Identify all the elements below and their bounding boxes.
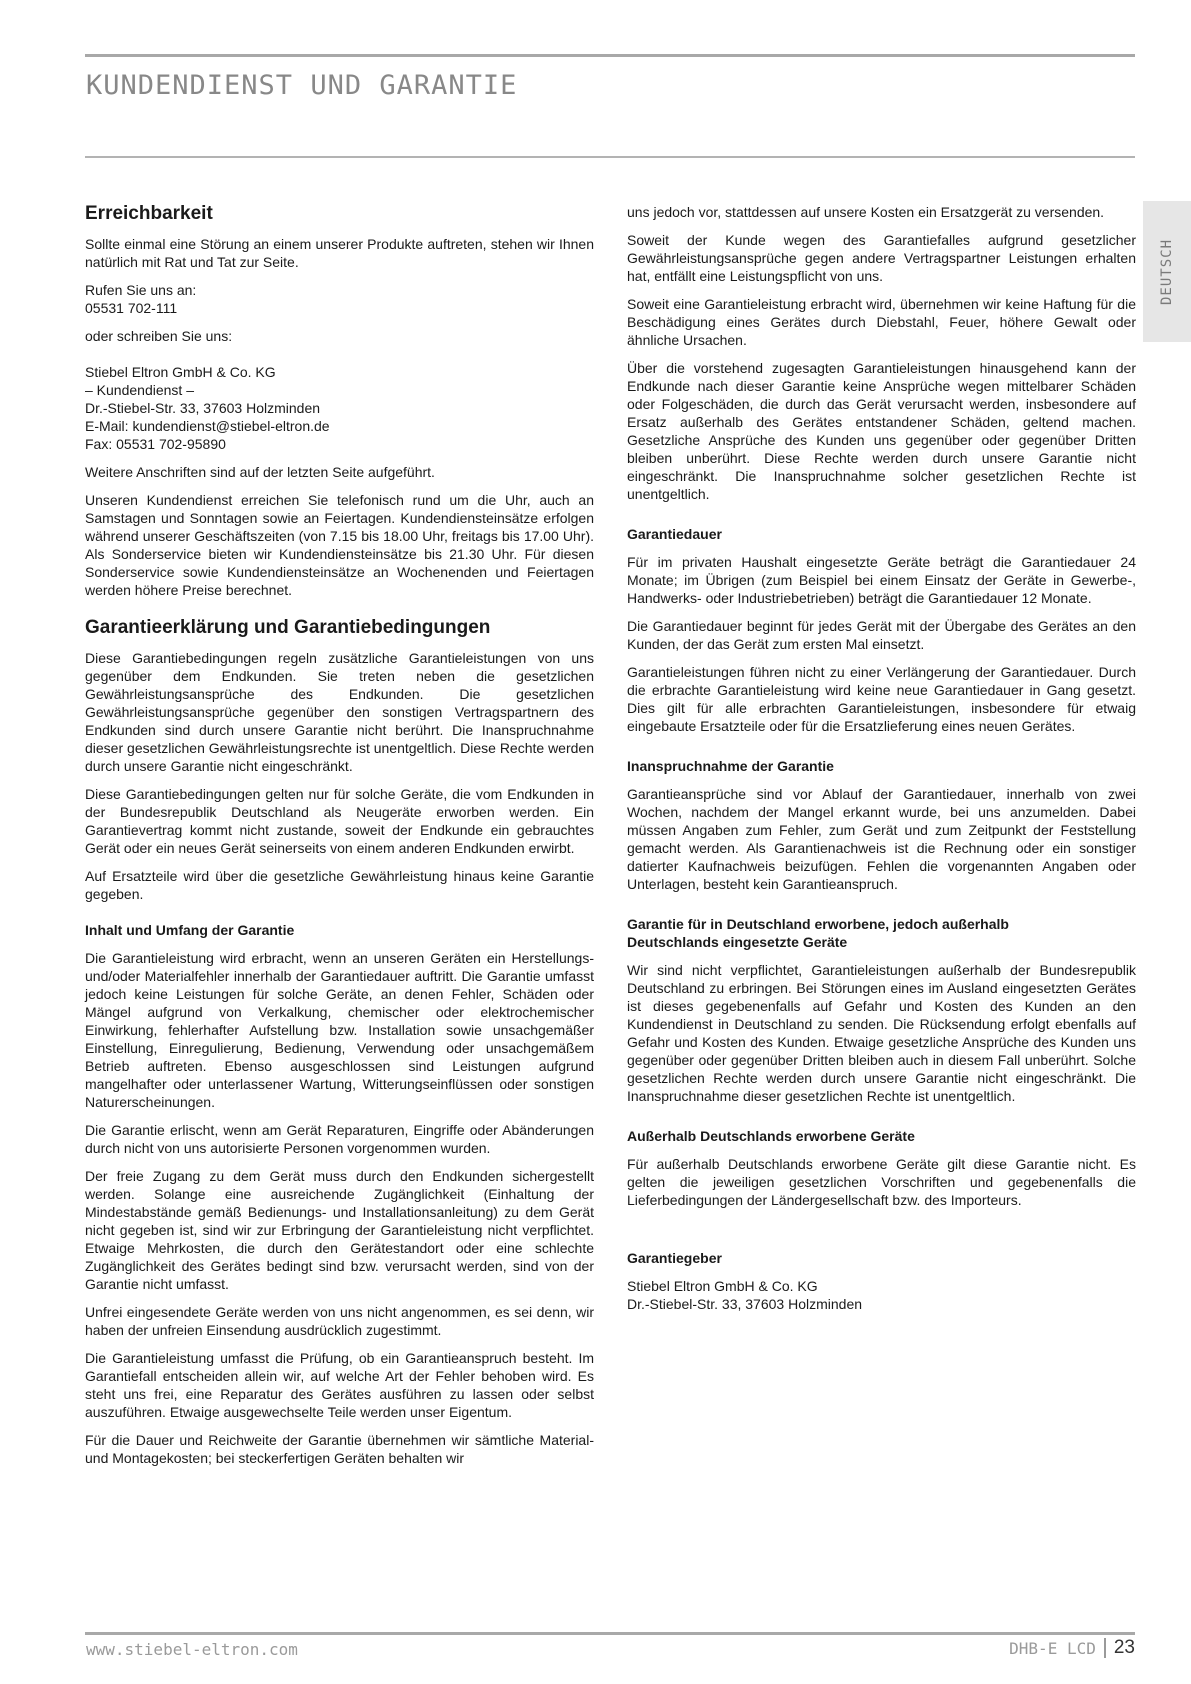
footer-divider (1104, 1638, 1106, 1658)
paragraph: Garantieansprüche sind vor Ablauf der Garantiedauer, innerhalb von zwei Wochen, nachdem der Mangel erkannt wurde, bei uns anzumelden. Dabei müssen Angaben zum Fehler, zum Gerät und zum Zeitpunkt der Feststellung gemacht werden. Als Garantienachweis ist die Rechnung oder ein sonstiger datierter Kaufnachweis beizufügen. Fehlen die vorgenannten Angaben oder Unterlagen, besteht kein Garantieanspruch. (627, 786, 1136, 892)
top-rule (85, 54, 1135, 57)
fax-line: Fax: 05531 702-95890 (85, 436, 226, 452)
address-line: Dr.-Stiebel-Str. 33, 37603 Holzminden (627, 1296, 863, 1312)
email-line: E-Mail: kundendienst@stiebel-eltron.de (85, 418, 330, 434)
paragraph: Die Garantiedauer beginnt für jedes Gerät mit der Übergabe des Gerätes an den Kunden, der das Gerät zum ersten Mal einsetzt. (627, 618, 1136, 652)
heading-ausserhalb: Außerhalb Deutschlands erworbene Geräte (627, 1128, 915, 1144)
right-column (627, 203, 1136, 1323)
paragraph: Auf Ersatzteile wird über die gesetzliche Gewährleistung hinaus keine Garantie gegeben. (85, 868, 594, 902)
paragraph: Weitere Anschriften sind auf der letzten Seite aufgeführt. (85, 464, 435, 480)
heading-garantiegeber: Garantiegeber (627, 1250, 722, 1266)
paragraph: Über die vorstehend zugesagten Garantieleistungen hinausgehend kann der Endkunde nach dieser Garantie keine Ansprüche wegen mittelbarer Schäden oder Folgeschäden, die durch das Gerät verursacht werden, insbesondere auf Ersatz außerhalb des Gerätes entstandener Schäden, geltend machen. Gesetzliche Ansprüche des Kunden uns gegenüber oder gegenüber Dritten bleiben unberührt. Diese Rechte werden durch unsere Garantie nicht eingeschränkt. Die Inanspruchnahme solcher gesetzlichen Rechte ist unentgeltlich. (627, 360, 1136, 502)
paragraph: Sollte einmal eine Störung an einem unserer Produkte auftreten, stehen wir Ihnen natürlich mit Rat und Tat zur Seite. (85, 236, 594, 270)
address-line: – Kundendienst – (85, 382, 194, 398)
paragraph: Wir sind nicht verpflichtet, Garantieleistungen außerhalb der Bundesrepublik Deutschland zu erbringen. Bei Störungen eines im Ausland eingesetzten Gerätes ist dieses gegebenenfalls auf Gefahr und Kosten des Kunden an den Kundendienst in Deutschland zu senden. Die Rücksendung erfolgt ebenfalls auf Gefahr und Kosten des Kunden. Etwaige gesetzliche Ansprüche des Kunden uns gegenüber oder gegenüber Dritten bleiben auch in diesem Fall unberührt. Solche gesetzlichen Rechte werden durch unsere Garantie nicht eingeschränkt. Die Inanspruchnahme dieser gesetzlichen Rechte ist unentgeltlich. (627, 962, 1136, 1104)
paragraph: Für außerhalb Deutschlands erworbene Geräte gilt diese Garantie nicht. Es gelten die jeweiligen gesetzlichen Vorschriften und gegebenenfalls die Lieferbedingungen der Ländergesellschaft bzw. des Importeurs. (627, 1156, 1136, 1208)
paragraph: Diese Garantiebedingungen gelten nur für solche Geräte, die vom Endkunden in der Bundesrepublik Deutschland als Neugeräte erworben werden. Ein Garantievertrag kommt nicht zustande, soweit der Endkunde ein gebrauchtes Gerät oder ein neues Gerät seinerseits von einem anderen Endkunden erwirbt. (85, 786, 594, 856)
paragraph: Unfrei eingesendete Geräte werden von uns nicht angenommen, es sei denn, wir haben der unfreien Einsendung ausdrücklich zugestimmt. (85, 1304, 594, 1338)
call-label: Rufen Sie uns an: (85, 282, 197, 298)
title-rule (85, 156, 1135, 158)
heading-inhalt-umfang: Inhalt und Umfang der Garantie (85, 922, 295, 938)
model-name: DHB-E LCD (1009, 1638, 1096, 1658)
paragraph: Unseren Kundendienst erreichen Sie telefonisch rund um die Uhr, auch an Samstagen und Sonntagen sowie an Feiertagen. Kundendiensteinsätze erfolgen während unserer Geschäftszeiten (von 7.15 bis 18.00 Uhr, freitags bis 17.00 Uhr). Als Sonderservice bieten wir Kundendiensteinsätze bis 21.30 Uhr. Für diesen Sonderservice sowie Kundendiensteinsätze an Wochenenden und Feiertagen werden höhere Preise berechnet. (85, 492, 594, 598)
heading-erreichbarkeit: Erreichbarkeit (85, 203, 213, 224)
page-title: KUNDENDIENST UND GARANTIE (86, 70, 518, 101)
paragraph: Der freie Zugang zu dem Gerät muss durch den Endkunden sichergestellt werden. Solange eine ausreichende Zugänglichkeit (Einhaltung der Mindestabstände gemäß Bedienungs- und Installationsanleitung) zu dem Gerät nicht gegeben ist, sind wir zur Erbringung der Garantieleistung nicht verpflichtet. Etwaige Mehrkosten, die durch den Gerätestandort oder eine schlechte Zugänglichkeit des Gerätes bedingt sind bzw. verursacht werden, sind von der Garantie nicht umfasst. (85, 1168, 594, 1292)
address-line: Stiebel Eltron GmbH & Co. KG (627, 1278, 818, 1294)
phone-number: 05531 702-111 (85, 300, 178, 316)
heading-ausland-line2: Deutschlands eingesetzte Geräte (627, 934, 848, 950)
language-tab-label: DEUTSCH (1159, 238, 1175, 305)
page-number: 23 (1113, 1637, 1135, 1658)
heading-garantieerklaerung: Garantieerklärung und Garantiebedingungen (85, 617, 491, 638)
paragraph: Diese Garantiebedingungen regeln zusätzliche Garantieleistungen von uns gegenüber dem Endkunden. Sie treten neben die gesetzlichen Gewährleistungsansprüche des Endkunden. Die gesetzlichen Gewährleistungsansprüche gegenüber den sonstigen Vertragspartnern des Endkunden sind durch unsere Garantie nicht berührt. Die Inanspruchnahme dieser gesetzlichen Gewährleistungsrechte ist unentgeltlich. Diese Rechte werden durch unsere Garantie nicht eingeschränkt. (85, 650, 594, 774)
left-column (85, 203, 594, 1477)
address-line: Stiebel Eltron GmbH & Co. KG (85, 364, 276, 380)
language-tab (1143, 201, 1191, 342)
paragraph: Die Garantieleistung wird erbracht, wenn an unseren Geräten ein Herstellungs- und/oder Materialfehler innerhalb der Garantiedauer auftritt. Die Garantie umfasst jedoch keine Leistungen für solche Geräte, an denen Fehler, Schäden oder Mängel aufgrund von Verkalkung, chemischer oder elektrochemischer Einwirkung, fehlerhafter Aufstellung bzw. Installation sowie unsachgemäßer Einstellung, Einregulierung, Bedienung, Verwendung oder unsachgemäßem Betrieb auftreten. Ebenso ausgeschlossen sind Leistungen aufgrund mangelhafter oder unterlassener Wartung, Witterungseinflüssen oder sonstigen Naturerscheinungen. (85, 950, 594, 1110)
paragraph: Die Garantie erlischt, wenn am Gerät Reparaturen, Eingriffe oder Abänderungen durch nicht von uns autorisierte Personen vorgenommen wurden. (85, 1122, 594, 1156)
paragraph: Soweit eine Garantieleistung erbracht wird, übernehmen wir keine Haftung für die Beschädigung eines Gerätes durch Diebstahl, Feuer, höhere Gewalt oder ähnliche Ursachen. (627, 296, 1136, 348)
heading-garantiedauer: Garantiedauer (627, 526, 722, 542)
footer-page-info (1009, 1637, 1135, 1659)
footer-rule (85, 1632, 1135, 1635)
address-line: Dr.-Stiebel-Str. 33, 37603 Holzminden (85, 400, 321, 416)
paragraph: Garantieleistungen führen nicht zu einer Verlängerung der Garantiedauer. Durch die erbrachte Garantieleistung wird keine neue Garantiedauer in Gang gesetzt. Dies gilt für alle erbrachten Garantieleistungen, insbesondere für etwaig eingebaute Ersatzteile oder für die Ersatzlieferung eines neuen Gerätes. (627, 664, 1136, 734)
paragraph: uns jedoch vor, stattdessen auf unsere Kosten ein Ersatzgerät zu versenden. (627, 204, 1105, 220)
heading-ausland-line1: Garantie für in Deutschland erworbene, jedoch außerhalb (627, 916, 1009, 932)
footer-url: www.stiebel-eltron.com (86, 1640, 298, 1659)
write-label: oder schreiben Sie uns: (85, 328, 233, 344)
paragraph: Für die Dauer und Reichweite der Garantie übernehmen wir sämtliche Material- und Montagekosten; bei steckerfertigen Geräten behalten wir (85, 1432, 594, 1466)
heading-inanspruchnahme: Inanspruchnahme der Garantie (627, 758, 834, 774)
paragraph: Für im privaten Haushalt eingesetzte Geräte beträgt die Garantiedauer 24 Monate; im Übrigen (zum Beispiel bei einem Einsatz der Geräte in Gewerbe-, Handwerks- oder Industriebetrieben) beträgt die Garantiedauer 12 Monate. (627, 554, 1136, 606)
paragraph: Die Garantieleistung umfasst die Prüfung, ob ein Garantieanspruch besteht. Im Garantiefall entscheiden allein wir, auf welche Art der Fehler behoben wird. Es steht uns frei, eine Reparatur des Gerätes ausführen zu lassen oder selbst auszuführen. Etwaige ausgewechselte Teile werden unser Eigentum. (85, 1350, 594, 1420)
paragraph: Soweit der Kunde wegen des Garantiefalles aufgrund gesetzlicher Gewährleistungsansprüche gegen andere Vertragspartner Leistungen erhalten hat, entfällt eine Leistungspflicht von uns. (627, 232, 1136, 284)
